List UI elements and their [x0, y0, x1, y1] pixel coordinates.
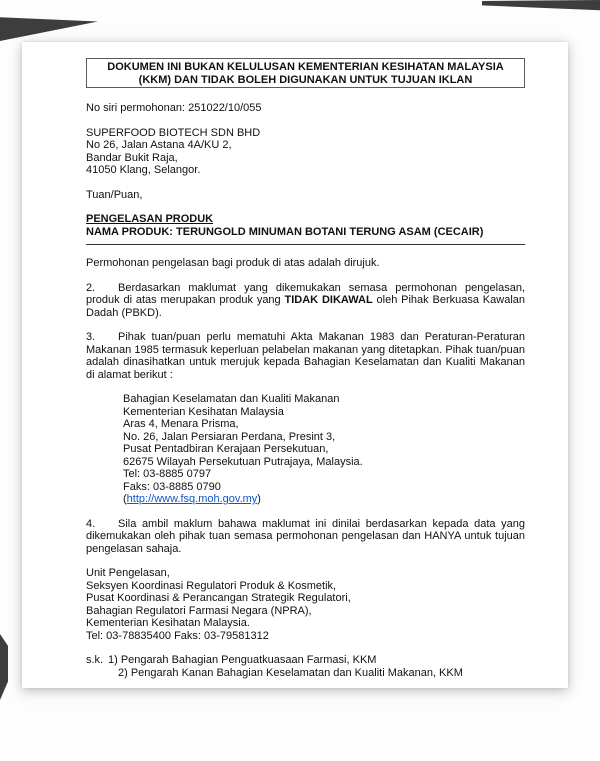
sender-block: [86, 567, 525, 642]
recipient-address: [86, 127, 525, 177]
recipient-line: 41050 Klang, Selangor.: [86, 164, 201, 176]
letter-page: [22, 42, 568, 688]
sender-line: Pusat Koordinasi & Perancangan Strategik Regulatori,: [86, 592, 351, 604]
address-line: Tel: 03-8885 0797: [123, 468, 212, 480]
address-line: Pusat Pentadbiran Kerajaan Persekutuan,: [123, 443, 329, 455]
serial-number-line: No siri permohonan: 251022/10/055: [86, 102, 262, 114]
paragraph-2: [86, 282, 525, 320]
address-line: Faks: 03-8885 0790: [123, 480, 221, 493]
cc-item-2: 2) Pengarah Kanan Bahagian Keselamatan dan Kualiti Makanan, KKM: [118, 666, 463, 679]
address-line: No. 26, Jalan Persiaran Perdana, Presint 3,: [123, 430, 336, 443]
sender-line: Unit Pengelasan,: [86, 567, 170, 579]
fsq-address-block: [86, 393, 525, 506]
paragraph-3: [86, 331, 525, 381]
paragraph-2-text-after: oleh Pihak Berkuasa Kawalan Dadah (PBKD).: [86, 294, 525, 319]
corner-background-mark-top-left: [0, 14, 98, 41]
address-line: Aras 4, Menara Prisma,: [123, 418, 239, 430]
notice-line-1: DOKUMEN INI BUKAN KELULUSAN KEMENTERIAN KESIHATAN MALAYSIA: [107, 61, 504, 73]
sender-line: Seksyen Koordinasi Regulatori Produk & Kosmetik,: [86, 579, 337, 592]
subject-heading: [86, 213, 525, 245]
paragraph-4-text: Sila ambil maklum bahawa maklumat ini dinilai berdasarkan kepada data yang dikemukakan oleh pihak tuan semasa permohonan pengelasan dan HANYA untuk tujuan pengelasan sahaja.: [86, 517, 525, 555]
cc-block: [86, 654, 525, 679]
address-line: Bahagian Keselamatan dan Kualiti Makanan: [123, 393, 340, 405]
paragraph-4-number: 4.: [86, 517, 96, 530]
website-open-paren: (: [123, 493, 127, 505]
paragraph-3-text: Pihak tuan/puan perlu mematuhi Akta Makanan 1983 dan Peraturan-Peraturan Makanan 1985 termasuk keperluan pelabelan makanan yang ditetapkan. Pihak tuan/puan adalah dinasihatkan untuk merujuk kepada Bahagian Keselamatan dan Kualiti Makanan di alamat berikut :: [86, 331, 525, 381]
notice-box: [86, 58, 525, 88]
website-line: [123, 493, 525, 506]
paragraph-2-number: 2.: [86, 281, 96, 294]
paragraph-2-bold-phrase: TIDAK DIKAWAL: [284, 294, 373, 306]
sender-line: Kementerian Kesihatan Malaysia.: [86, 617, 250, 629]
notice-line-2: (KKM) DAN TIDAK BOLEH DIGUNAKAN UNTUK TUJUAN IKLAN: [138, 74, 473, 86]
recipient-line: No 26, Jalan Astana 4A/KU 2,: [86, 139, 232, 151]
sender-line: Tel: 03-78835400 Faks: 03-79581312: [86, 629, 269, 642]
address-line: 62675 Wilayah Persekutuan Putrajaya, Malaysia.: [123, 455, 363, 468]
corner-background-mark-bottom-left: [0, 634, 8, 700]
sender-line: Bahagian Regulatori Farmasi Negara (NPRA),: [86, 604, 312, 617]
cc-items: [108, 654, 525, 679]
subject-line-2: NAMA PRODUK: TERUNGOLD MINUMAN BOTANI TERUNG ASAM (CECAIR): [86, 225, 484, 238]
salutation: Tuan/Puan,: [86, 188, 143, 201]
fsq-website-link[interactable]: http://www.fsq.moh.gov.my: [126, 493, 258, 505]
paragraph-intro: Permohonan pengelasan bagi produk di atas adalah dirujuk.: [86, 257, 380, 269]
website-close-paren: ): [257, 493, 261, 505]
cc-label: s.k.: [86, 654, 104, 666]
paragraph-2-text: Berdasarkan maklumat yang dikemukakan semasa permohonan pengelasan, produk di atas merupakan produk yang: [86, 281, 525, 306]
paragraph-4: [86, 518, 525, 556]
recipient-line: Bandar Bukit Raja,: [86, 151, 178, 164]
cc-item-1: 1) Pengarah Bahagian Penguatkuasaan Farmasi, KKM: [108, 654, 377, 666]
subject-line-1: PENGELASAN PRODUK: [86, 213, 214, 225]
paragraph-3-number: 3.: [86, 331, 96, 343]
recipient-line: SUPERFOOD BIOTECH SDN BHD: [86, 126, 261, 139]
corner-background-mark-top-right: [482, 0, 600, 12]
address-line: Kementerian Kesihatan Malaysia: [123, 405, 284, 418]
